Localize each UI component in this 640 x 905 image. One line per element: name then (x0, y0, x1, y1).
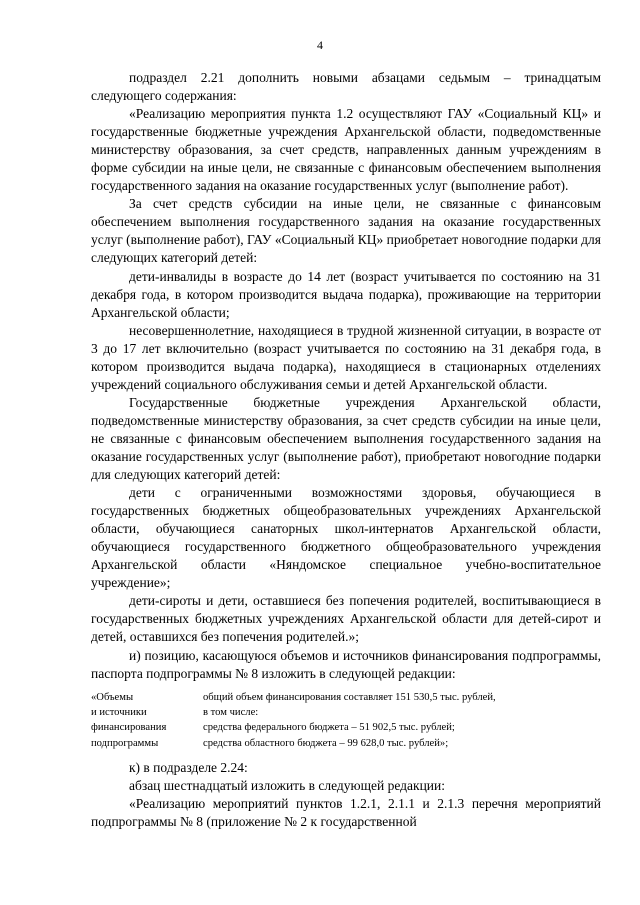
paragraph-budget-institutions: Государственные бюджетные учреждения Архангельской области, подведомственные министерству образования, за счет средств субсидии на иные цели, не связанные с финансовым обеспечением выполнения государственного задания на оказание государственных услуг (выполнение работ), приобретают новогодние подарки для следующих категорий детей: (91, 394, 601, 483)
paragraph-children-limited-health: дети с ограниченными возможностями здоровья, обучающиеся в государственных бюджетных общеобразовательных учреждениях Архангельской области, обучающиеся санаторных школ-интернатов Архангельской области, обучающиеся государственного бюджетного общеобразовательного учреждения Архангельской области «Няндомское специальное учебно-воспитательное учреждение»; (91, 485, 601, 591)
passport-label-cell (91, 690, 203, 752)
paragraph-subsection-2-21-intro: подраздел 2.21 дополнить новыми абзацами седьмым – тринадцатым следующего содержания: (91, 70, 601, 104)
passport-value-line: общий объем финансирования составляет 151 530,5 тыс. рублей, (203, 691, 496, 703)
paragraph-item-k-subsection-2-24: к) в подразделе 2.24: (129, 760, 248, 776)
paragraph-measure-1-2-implementers: «Реализацию мероприятия пункта 1.2 осуществляют ГАУ «Социальный КЦ» и государственные бюджетные учреждения Архангельской области, подведомственные министерству образования, за счет средств, направленных данным учреждениям в форме субсидии на иные цели, не связанные с финансовым обеспечением выполнения государственного задания на оказание государственных услуг (выполнение работ). (91, 106, 601, 194)
passport-label-line: и источники (91, 707, 147, 718)
paragraph-minors-hard-situation: несовершеннолетние, находящиеся в трудной жизненной ситуации, в возрасте от 3 до 17 лет включительно (возраст учитывается по состоянию на 31 декабря года, в котором производится выдача подарка), находящиеся в стационарных отделениях учреждений социального обслуживания семьи и детей Архангельской области. (91, 322, 601, 392)
page-number: 4 (317, 38, 323, 52)
document-body (91, 69, 601, 831)
paragraph-social-kc-gifts: За счет средств субсидии на иные цели, не связанные с финансовым обеспечением выполнения государственного задания на оказание государственных услуг (выполнение работ), ГАУ «Социальный КЦ» приобретает новогодние подарки для следующих категорий детей: (91, 196, 601, 266)
passport-financing-table (91, 690, 601, 752)
paragraph-disabled-children: дети-инвалиды в возрасте до 14 лет (возраст учитывается по состоянию на 31 декабря года, в котором производится выдача подарка), проживающие на территории Архангельской области; (91, 268, 601, 320)
passport-value-line: в том числе: (203, 707, 259, 718)
passport-value-line: средства областного бюджета – 99 628,0 тыс. рублей»; (203, 737, 449, 749)
passport-value-cell (203, 690, 601, 752)
paragraph-measures-implementation: «Реализацию мероприятий пунктов 1.2.1, 2.1.1 и 2.1.3 перечня мероприятий подпрограммы № 8 (приложение № 2 к государственной (91, 796, 601, 830)
passport-label-line: финансирования (91, 722, 167, 734)
paragraph-sixteenth-abzac: абзац шестнадцатый изложить в следующей редакции: (129, 778, 446, 794)
paragraph-orphans: дети-сироты и дети, оставшиеся без попечения родителей, воспитывающиеся в государственных бюджетных учреждениях Архангельской области для детей-сирот и детей, оставшихся без попечения родителей.»; (91, 593, 601, 645)
paragraph-item-i-passport: и) позицию, касающуюся объемов и источников финансирования подпрограммы, паспорта подпрограммы № 8 изложить в следующей редакции: (91, 647, 601, 681)
passport-value-line: средства федерального бюджета – 51 902,5 тыс. рублей; (203, 722, 455, 734)
passport-label-line: подпрограммы (91, 737, 159, 749)
passport-label-line: «Объемы (91, 691, 134, 703)
